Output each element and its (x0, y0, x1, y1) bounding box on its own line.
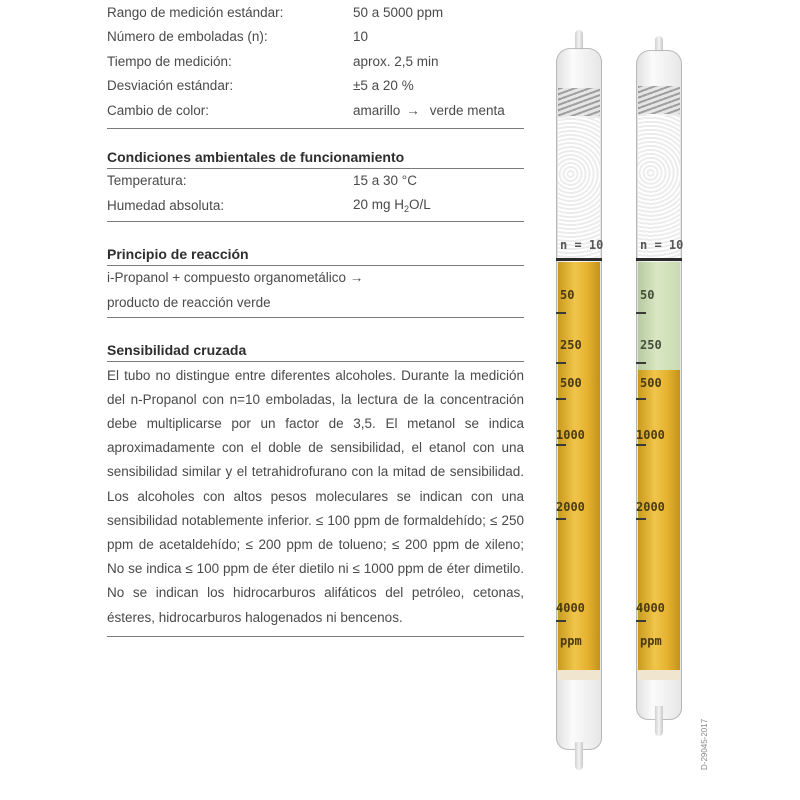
scale-label: 50 (640, 288, 655, 302)
tube-plug (558, 670, 600, 680)
cross-sensitivity-title: Sensibilidad cruzada (107, 341, 247, 358)
scale-tick (556, 362, 566, 364)
detector-tube-green (636, 36, 682, 736)
scale-tick (636, 518, 646, 520)
scale-tick (636, 444, 646, 446)
scale-label: 1000 (556, 428, 585, 442)
spec-label: Cambio de color: (107, 102, 210, 118)
scale-label: 250 (640, 338, 662, 352)
stroke-label: n = 10 (560, 238, 604, 252)
scale-label: 500 (560, 376, 582, 390)
spec-label: Número de emboladas (n): (107, 29, 268, 45)
tube-band (556, 258, 602, 261)
divider (107, 636, 524, 637)
tube-tip-bottom (655, 706, 663, 736)
condition-value: 15 a 30 °C (353, 173, 417, 189)
scale-label: 500 (640, 376, 662, 390)
scale-label: 4000 (556, 601, 585, 615)
stroke-label: n = 10 (640, 238, 684, 252)
color-to: verde menta (429, 102, 505, 118)
reaction-title: Principio de reacción (107, 245, 249, 262)
divider (107, 128, 524, 129)
humidity-value-pre: 20 mg H (353, 196, 405, 212)
tube-tip-top (575, 30, 583, 50)
scale-tick (636, 398, 646, 400)
condition-value (353, 197, 524, 214)
scale-label: 4000 (636, 601, 665, 615)
condition-row-humidity (107, 193, 524, 218)
scale-label: 2000 (636, 500, 665, 514)
unit-label: ppm (640, 634, 662, 648)
cross-sensitivity-text: El tubo no distingue entre diferentes alcoholes. Durante la medición del n-Propanol con n=10 emboladas, la lectura de la concentración debe multiplicarse por un factor de 3,5. El metanol se indica aproximadamente con el doble de sensibilidad, el etanol con una sensibilidad similar y el tetrahidrofurano con la mitad de sensibilidad. Los alcoholes con altos pesos moleculares se indican con una sensibilidad notablemente inferior. ≤ 100 ppm de formaldehído; ≤ 250 ppm de acetaldehído; ≤ 200 ppm de tolueno; ≤ 200 ppm de xileno; No se indica ≤ 100 ppm de éter dietilo ni ≤ 1000 ppm de éter dimetilo. No se indican los hidrocarburos alifáticos del petróleo, cetonas, ésteres, hidrocarburos halogenados ni bencenos. (107, 367, 524, 625)
scale-tick (556, 444, 566, 446)
reaction-line: producto de reacción verde (107, 294, 271, 310)
scale-label: 50 (560, 288, 575, 302)
tube-white-layer (638, 116, 680, 258)
spec-label: Desviación estándar: (107, 78, 234, 94)
spec-row-time (107, 49, 524, 74)
datasheet (107, 0, 524, 637)
scale-label: 2000 (556, 500, 585, 514)
spec-row-color-change (107, 98, 524, 123)
tube-white-layer (558, 118, 600, 258)
scale-tick (556, 518, 566, 520)
scale-label: 1000 (636, 428, 665, 442)
condition-label: Temperatura: (107, 173, 187, 189)
scale-tick (636, 620, 646, 622)
tube-yellow-layer (638, 370, 680, 670)
scale-tick (636, 362, 646, 364)
humidity-subscript: 2 (404, 203, 410, 214)
spec-label: Rango de medición estándar: (107, 4, 284, 20)
tube-band (636, 258, 682, 261)
spec-value: 10 (353, 29, 369, 45)
tube-tip-bottom (575, 742, 583, 770)
reaction-line: i-Propanol + compuesto organometálico → (107, 270, 364, 286)
tube-spring (638, 86, 680, 114)
conditions-title: Condiciones ambientales de funcionamiento (107, 148, 405, 165)
divider (107, 221, 524, 222)
tube-plug (638, 670, 680, 680)
scale-tick (556, 398, 566, 400)
spec-value: 50 a 5000 ppm (353, 4, 444, 20)
scale-label: 250 (560, 338, 582, 352)
scale-tick (556, 312, 566, 314)
document-id: D-29045-2017 (700, 718, 709, 770)
scale-tick (636, 312, 646, 314)
spec-row-strokes (107, 25, 524, 50)
tube-spring (558, 88, 600, 116)
spec-row-deviation (107, 74, 524, 99)
spec-value (353, 103, 524, 118)
unit-label: ppm (560, 634, 582, 648)
arrow-icon: → (406, 102, 420, 118)
spec-value: ±5 a 20 % (353, 78, 414, 94)
tube-green-layer (638, 262, 680, 370)
spec-label: Tiempo de medición: (107, 53, 232, 69)
humidity-value-post: O/L (409, 196, 431, 212)
scale-tick (556, 620, 566, 622)
detector-tube-yellow (556, 30, 602, 770)
spec-value: aprox. 2,5 min (353, 53, 439, 69)
spec-row-range (107, 0, 524, 25)
color-from: amarillo (353, 102, 401, 118)
condition-row-temperature (107, 169, 524, 194)
divider (107, 317, 524, 318)
condition-label: Humedad absoluta: (107, 197, 225, 213)
